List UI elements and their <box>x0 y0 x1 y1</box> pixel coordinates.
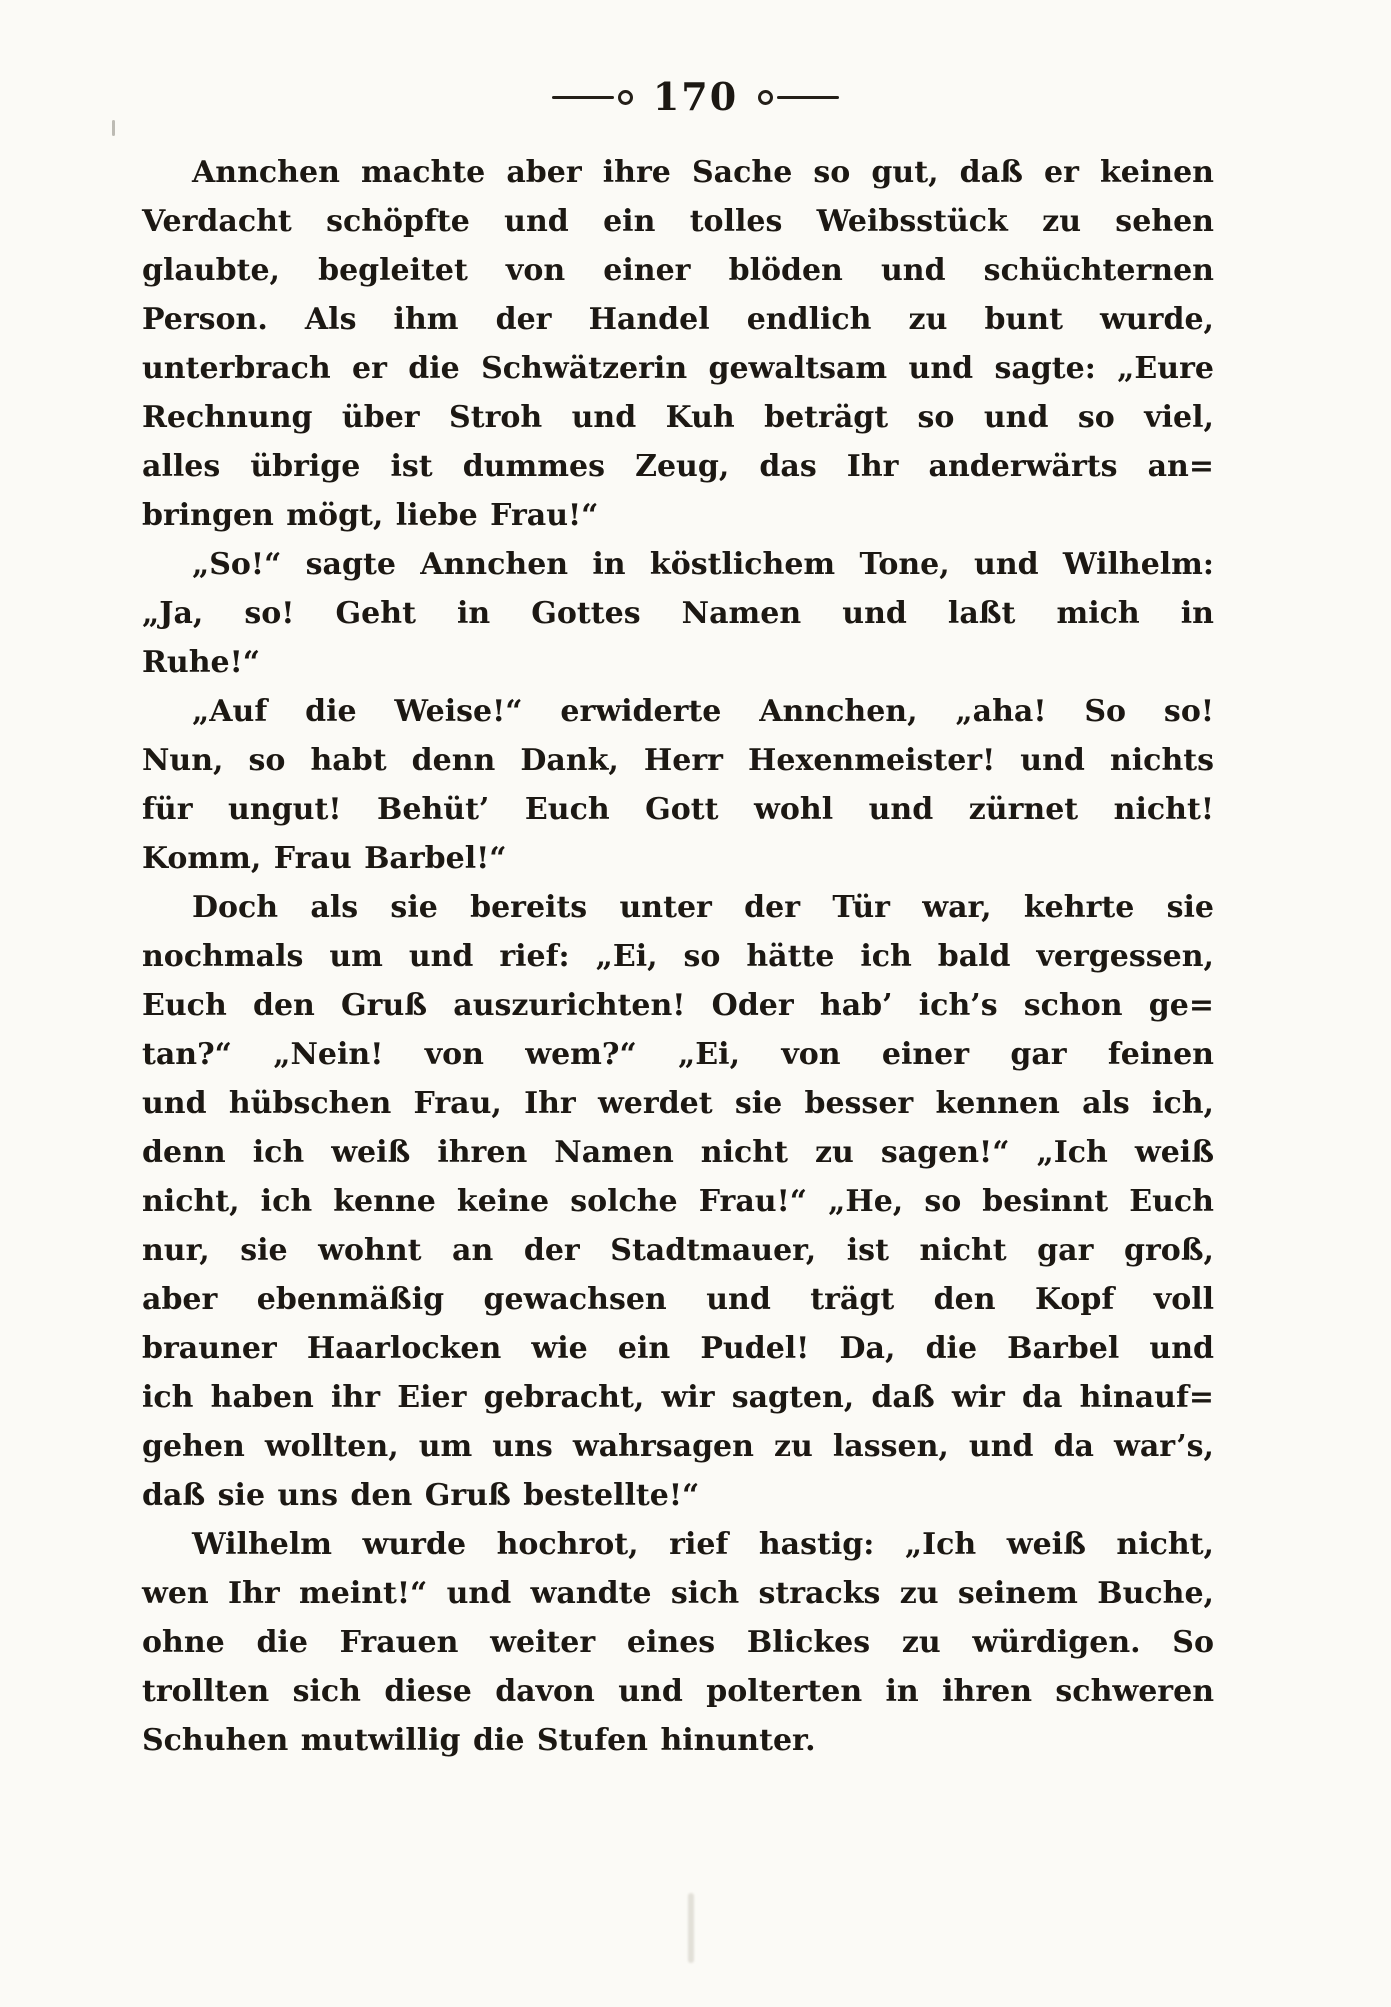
text-line: unterbrach er die Schwätzerin gewaltsam und sagte: „Eure <box>142 351 1214 386</box>
paragraph <box>142 1520 1214 1765</box>
text-block <box>142 148 1214 1765</box>
text-line: brauner Haarlocken wie ein Pudel! Da, die Barbel und <box>142 1331 1214 1366</box>
text-line: Wilhelm wurde hochrot, rief hastig: „Ich weiß nicht, <box>192 1527 1214 1562</box>
text-line: nicht, ich kenne keine solche Frau!“ „He, so besinnt Euch <box>142 1184 1214 1219</box>
text-line: ich haben ihr Eier gebracht, wir sagten, daß wir da hinauf= <box>142 1380 1214 1415</box>
text-line: denn ich weiß ihren Namen nicht zu sagen!“ „Ich weiß <box>142 1135 1214 1170</box>
text-line: Komm, Frau Barbel!“ <box>142 841 507 876</box>
text-line: und hübschen Frau, Ihr werdet sie besser kennen als ich, <box>142 1086 1214 1121</box>
text-line: glaubte, begleitet von einer blöden und schüchternen <box>142 253 1214 288</box>
paragraph <box>142 687 1214 883</box>
paragraph <box>142 148 1214 540</box>
ornament-left <box>552 90 633 105</box>
text-line: nur, sie wohnt an der Stadtmauer, ist nicht gar groß, <box>142 1233 1214 1268</box>
text-line: alles übrige ist dummes Zeug, das Ihr anderwärts an= <box>142 449 1214 484</box>
text-line: Person. Als ihm der Handel endlich zu bunt wurde, <box>142 302 1214 337</box>
text-line: Schuhen mutwillig die Stufen hinunter. <box>142 1723 816 1758</box>
text-line: tan?“ „Nein! von wem?“ „Ei, von einer gar feinen <box>142 1037 1214 1072</box>
text-line: Rechnung über Stroh und Kuh beträgt so und so viel, <box>142 400 1214 435</box>
text-line: Verdacht schöpfte und ein tolles Weibsstück zu sehen <box>142 204 1214 239</box>
text-line: Nun, so habt denn Dank, Herr Hexenmeister! und nichts <box>142 743 1214 778</box>
text-line: nochmals um und rief: „Ei, so hätte ich bald vergessen, <box>142 939 1214 974</box>
ornament-rule <box>777 96 839 99</box>
paragraph <box>142 883 1214 1520</box>
page-header <box>0 74 1391 119</box>
ornament-circle <box>618 90 633 105</box>
text-line: ohne die Frauen weiter eines Blickes zu würdigen. So <box>142 1625 1214 1660</box>
text-line: „Auf die Weise!“ erwiderte Annchen, „aha! So so! <box>192 694 1214 729</box>
text-line: Annchen machte aber ihre Sache so gut, daß er keinen <box>192 155 1214 190</box>
text-line: trollten sich diese davon und polterten in ihren schweren <box>142 1674 1214 1709</box>
scan-speck <box>112 120 115 136</box>
text-line: aber ebenmäßig gewachsen und trägt den Kopf voll <box>142 1282 1214 1317</box>
text-line: „Ja, so! Geht in Gottes Namen und laßt mich in <box>142 596 1214 631</box>
paragraph <box>142 540 1214 687</box>
text-line: für ungut! Behüt’ Euch Gott wohl und zürnet nicht! <box>142 792 1214 827</box>
scan-smudge <box>688 1893 694 1963</box>
text-line: „So!“ sagte Annchen in köstlichem Tone, und Wilhelm: <box>192 547 1214 582</box>
text-line: Euch den Gruß auszurichten! Oder hab’ ich’s schon ge= <box>142 988 1214 1023</box>
text-line: gehen wollten, um uns wahrsagen zu lassen, und da war’s, <box>142 1429 1214 1464</box>
text-line: Ruhe!“ <box>142 645 261 680</box>
text-line: daß sie uns den Gruß bestellte!“ <box>142 1478 700 1513</box>
ornament-right <box>758 90 839 105</box>
ornament-rule <box>552 96 614 99</box>
text-line: wen Ihr meint!“ und wandte sich stracks zu seinem Buche, <box>142 1576 1214 1611</box>
text-line: bringen mögt, liebe Frau!“ <box>142 498 599 533</box>
page-number: 170 <box>652 74 739 119</box>
text-line: Doch als sie bereits unter der Tür war, kehrte sie <box>192 890 1214 925</box>
ornament-circle <box>758 90 773 105</box>
